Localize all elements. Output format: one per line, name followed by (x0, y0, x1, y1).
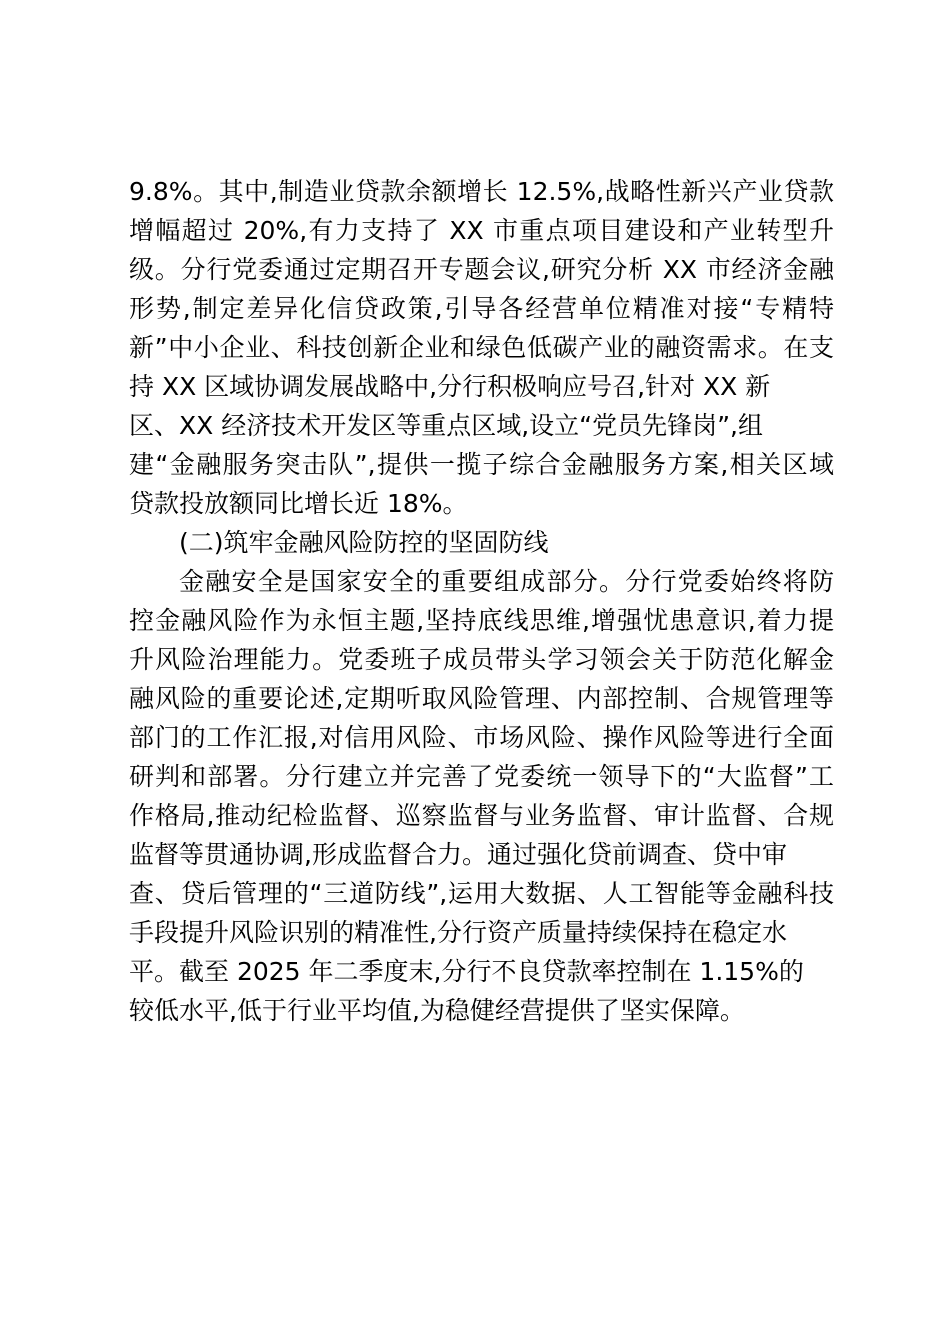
text-line: 建“金融服务突击队”,提供一揽子综合金融服务方案,相关区域 (129, 450, 834, 479)
text-line: 控金融风险作为永恒主题,坚持底线思维,增强忧患意识,着力提 (129, 606, 834, 635)
text-line: 贷款投放额同比增长近 18%。 (129, 489, 468, 518)
text-line: 金融安全是国家安全的重要组成部分。分行党委始终将防 (179, 567, 834, 596)
text-line: 新”中小企业、科技创新企业和绿色低碳产业的融资需求。在支 (129, 333, 834, 362)
text-line: 作格局,推动纪检监督、巡察监督与业务监督、审计监督、合规 (129, 801, 834, 830)
text-line: 级。分行党委通过定期召开专题会议,研究分析 XX 市经济金融 (129, 255, 834, 284)
text-line: 查、贷后管理的“三道防线”,运用大数据、人工智能等金融科技 (129, 879, 834, 908)
text-line: 升风险治理能力。党委班子成员带头学习领会关于防范化解金 (129, 645, 834, 674)
text-line: 部门的工作汇报,对信用风险、市场风险、操作风险等进行全面 (129, 723, 834, 752)
section-heading: (二)筑牢金融风险防控的坚固防线 (179, 528, 549, 557)
body-text (129, 172, 834, 1030)
text-line: 形势,制定差异化信贷政策,引导各经营单位精准对接“专精特 (129, 294, 834, 323)
text-line: 区、XX 经济技术开发区等重点区域,设立“党员先锋岗”,组 (129, 411, 763, 440)
text-line: 持 XX 区域协调发展战略中,分行积极响应号召,针对 XX 新 (129, 372, 771, 401)
text-line: 较低水平,低于行业平均值,为稳健经营提供了坚实保障。 (129, 996, 745, 1025)
text-line: 研判和部署。分行建立并完善了党委统一领导下的“大监督”工 (129, 762, 834, 791)
text-line: 融风险的重要论述,定期听取风险管理、内部控制、合规管理等 (129, 684, 834, 713)
text-line: 平。截至 2025 年二季度末,分行不良贷款率控制在 1.15%的 (129, 957, 804, 986)
text-line: 手段提升风险识别的精准性,分行资产质量持续保持在稳定水 (129, 918, 787, 947)
text-line: 9.8%。其中,制造业贷款余额增长 12.5%,战略性新兴产业贷款 (129, 177, 834, 206)
text-line: 增幅超过 20%,有力支持了 XX 市重点项目建设和产业转型升 (129, 216, 834, 245)
text-line: 监督等贯通协调,形成监督合力。通过强化贷前调查、贷中审 (129, 840, 787, 869)
